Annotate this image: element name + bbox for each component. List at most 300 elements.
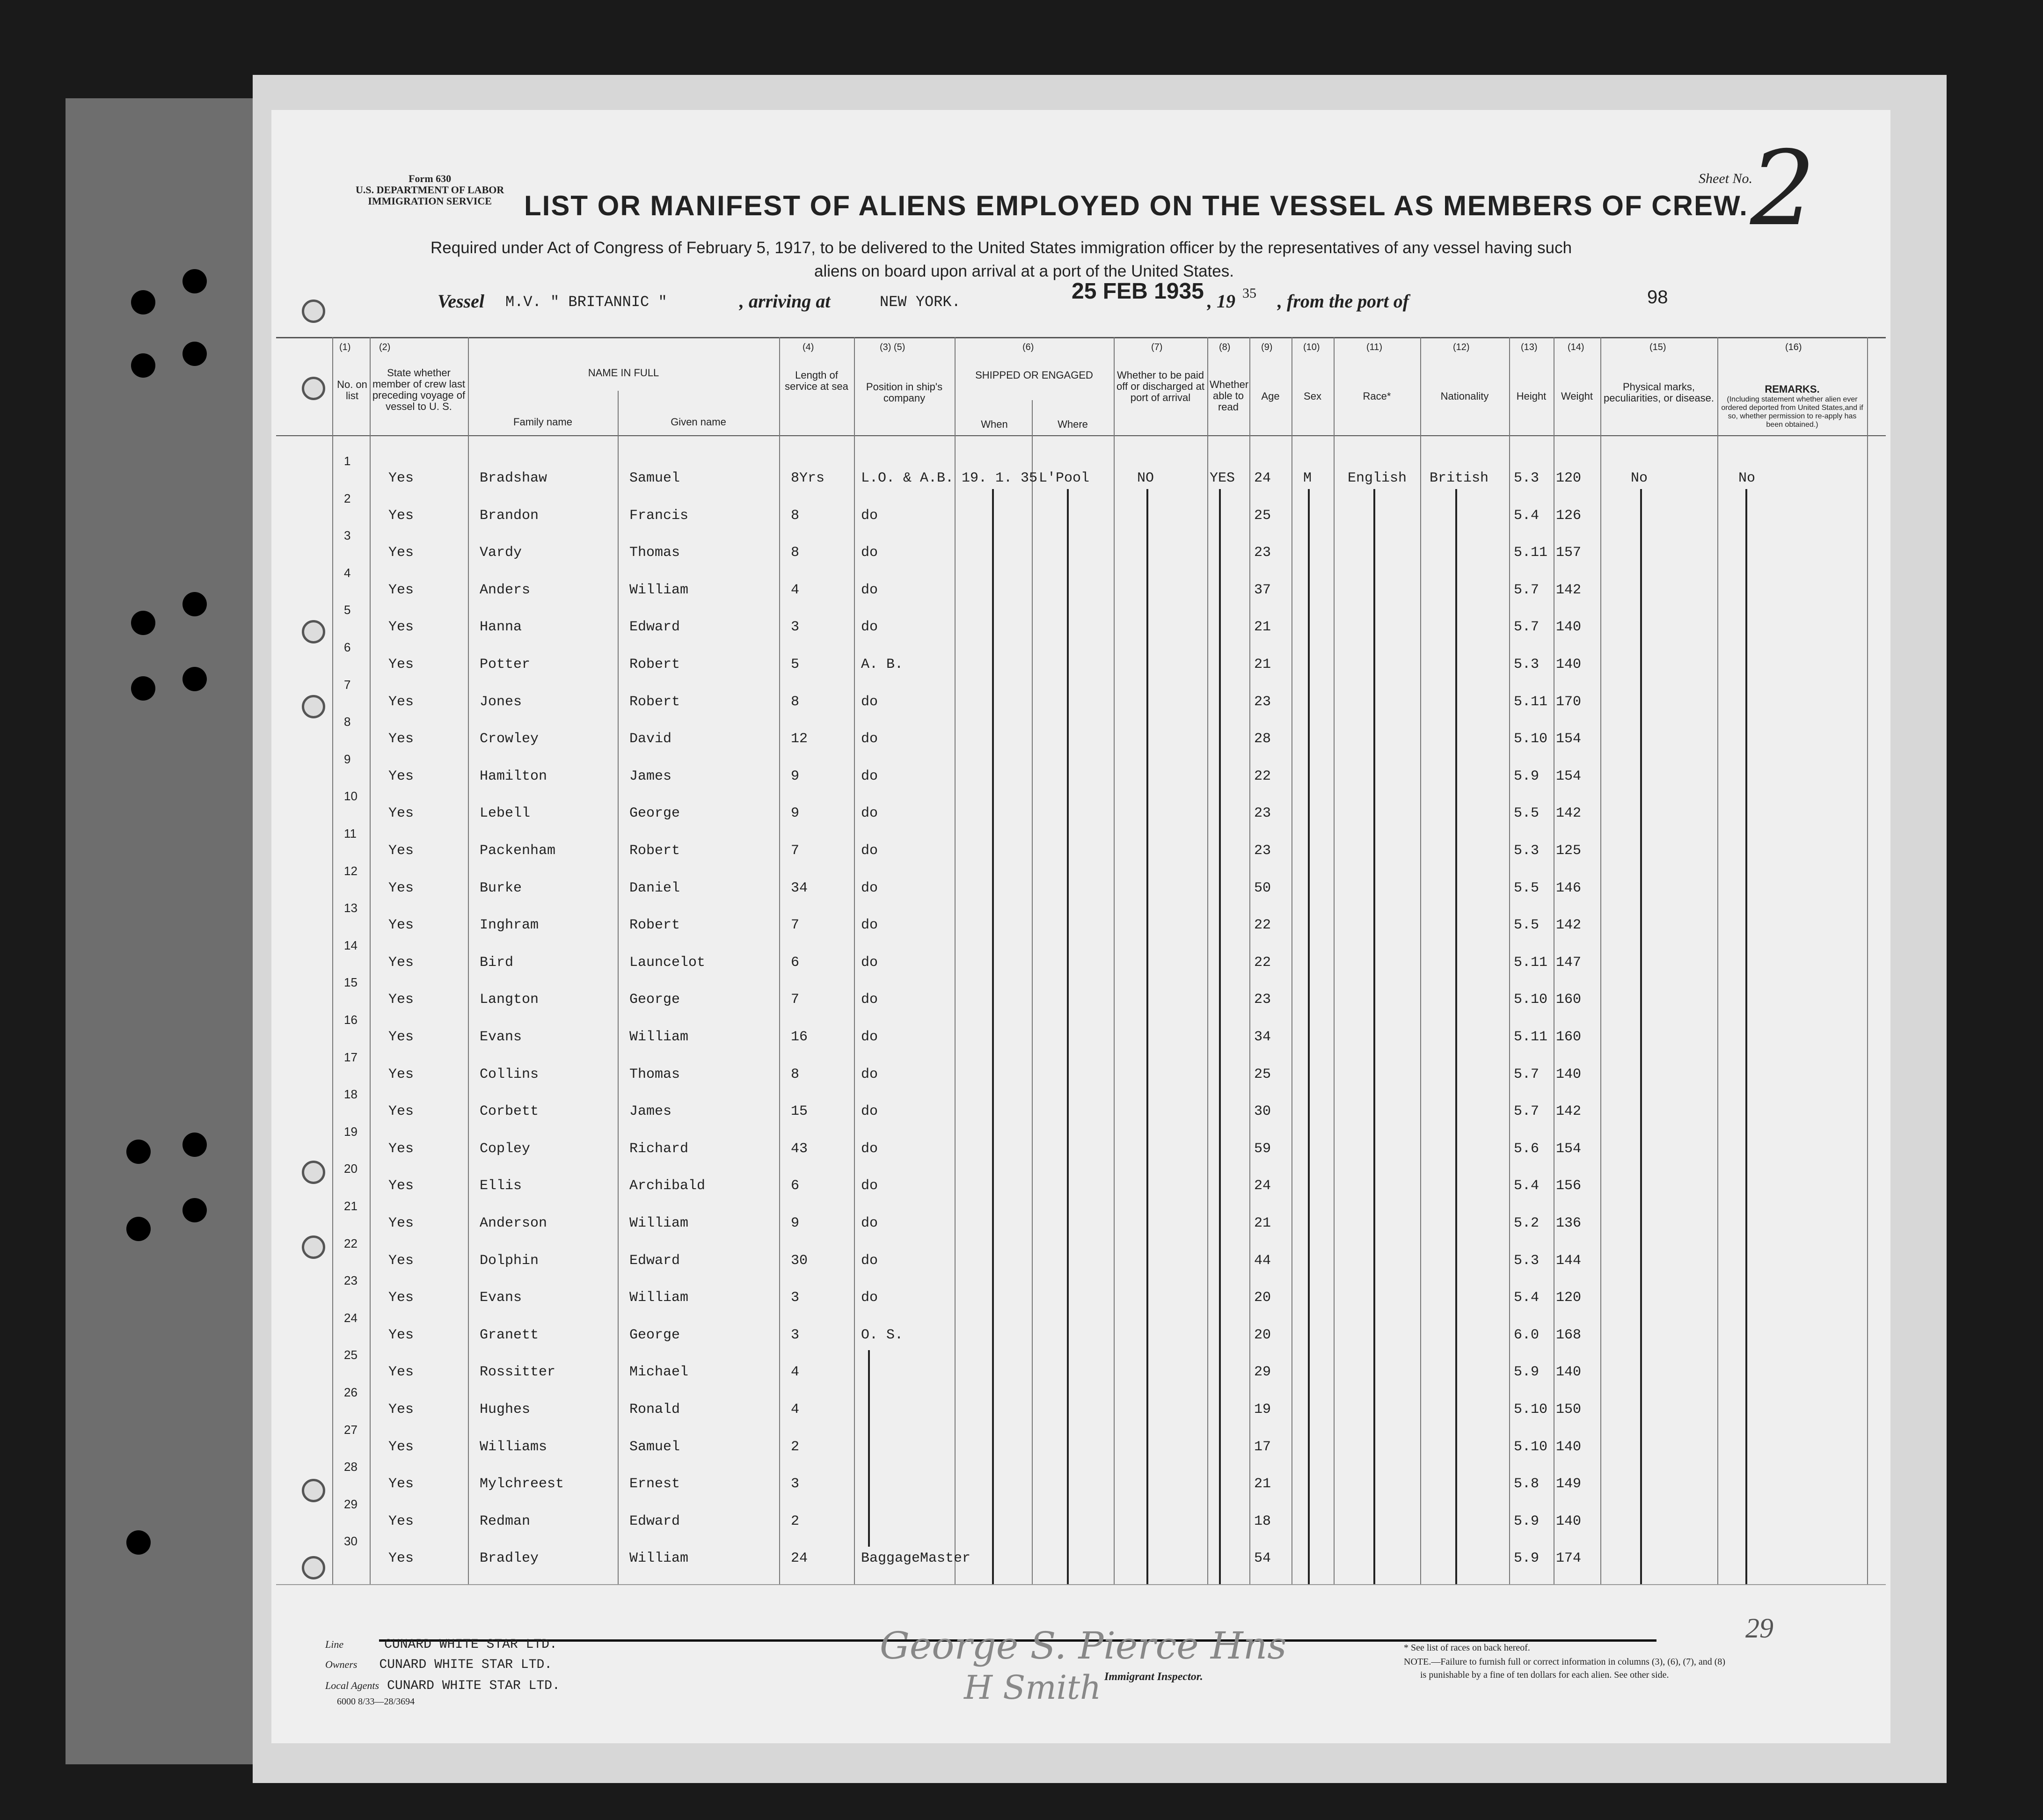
- given-name: Samuel: [629, 470, 680, 486]
- position: do: [861, 843, 878, 859]
- column-number: (7): [1151, 342, 1163, 352]
- service-name: IMMIGRATION SERVICE: [368, 195, 492, 207]
- ditto-line: [1745, 489, 1747, 1584]
- given-name: Ronald: [629, 1402, 680, 1418]
- from-port-value: 98: [1647, 287, 1668, 307]
- age: 23: [1254, 545, 1271, 561]
- weight: 142: [1556, 1104, 1582, 1120]
- height: 5.11: [1514, 545, 1548, 561]
- arrival-port: NEW YORK.: [880, 293, 961, 311]
- given-name: Robert: [629, 843, 680, 859]
- member-status: Yes: [388, 1550, 414, 1567]
- age: 59: [1254, 1140, 1271, 1157]
- height: 5.8: [1514, 1476, 1540, 1492]
- ditto-line: [1455, 489, 1457, 1584]
- column-number: (12): [1453, 342, 1470, 352]
- from-port-label: , from the port of: [1277, 291, 1409, 312]
- age: 21: [1254, 1476, 1271, 1492]
- height: 5.6: [1514, 1140, 1540, 1157]
- position: do: [861, 507, 878, 524]
- weight: 146: [1556, 880, 1582, 896]
- row-number: 19: [344, 1124, 358, 1139]
- row-number: 25: [344, 1348, 358, 1362]
- height: 5.5: [1514, 805, 1540, 822]
- given-name: Launcelot: [629, 954, 706, 971]
- family-name: Ellis: [480, 1178, 522, 1194]
- position: O. S.: [861, 1327, 904, 1343]
- length-of-service: 5: [791, 657, 800, 672]
- length-of-service: 15: [791, 1104, 808, 1120]
- date-stamp: 25 FEB 1935: [1072, 279, 1204, 304]
- header-height: Height: [1516, 390, 1547, 402]
- column-number: (14): [1568, 342, 1584, 352]
- header-race: Race*: [1363, 390, 1391, 402]
- row-number: 29: [344, 1497, 358, 1511]
- length-of-service: 34: [791, 880, 808, 896]
- length-of-service: 24: [791, 1550, 808, 1567]
- given-name: Michael: [629, 1364, 689, 1381]
- position: do: [861, 731, 878, 747]
- column-number: (15): [1649, 342, 1666, 352]
- age: 30: [1254, 1104, 1271, 1120]
- weight: 140: [1556, 1066, 1582, 1082]
- given-name: William: [629, 1029, 689, 1045]
- member-status: Yes: [388, 619, 414, 636]
- member-status: Yes: [388, 1029, 414, 1045]
- row-number: 14: [344, 938, 358, 952]
- line-field: [325, 1637, 557, 1652]
- member-status: Yes: [388, 954, 414, 971]
- column-divider: [332, 337, 333, 1584]
- family-name: Bird: [480, 954, 514, 971]
- age: 29: [1254, 1364, 1271, 1381]
- family-name: Hanna: [480, 619, 522, 636]
- length-of-service: 30: [791, 1252, 808, 1269]
- header-paid-off: Whether to be paid off or discharged at port of arrival: [1116, 369, 1204, 403]
- family-name: Burke: [480, 880, 522, 896]
- punch-ring: [302, 300, 325, 323]
- binder-hole: [182, 269, 207, 293]
- member-status: Yes: [388, 1104, 414, 1120]
- height: 5.4: [1514, 1178, 1540, 1194]
- family-name: Bradley: [480, 1550, 539, 1567]
- position: L.O. & A.B.: [861, 470, 954, 486]
- position: A. B.: [861, 657, 904, 672]
- weight: 126: [1556, 507, 1582, 524]
- binder-hole: [126, 1217, 151, 1241]
- row-number: 21: [344, 1199, 358, 1213]
- age: 54: [1254, 1550, 1271, 1567]
- second-signature: H Smith: [964, 1668, 1102, 1707]
- weight: 140: [1556, 1439, 1582, 1455]
- length-of-service: 2: [791, 1513, 800, 1529]
- age: 25: [1254, 1066, 1271, 1082]
- column-number: (4): [803, 342, 814, 352]
- member-status: Yes: [388, 1215, 414, 1231]
- height: 5.7: [1514, 582, 1540, 598]
- member-status: Yes: [388, 1402, 414, 1418]
- height: 5.3: [1514, 843, 1540, 859]
- penalty-note-line2: is punishable by a fine of ten dollars for each alien. See other side.: [1420, 1670, 1669, 1680]
- family-name: Williams: [480, 1439, 547, 1455]
- row-number: 12: [344, 863, 358, 878]
- header-nationality: Nationality: [1440, 390, 1489, 402]
- table-top-border: [276, 337, 1886, 338]
- given-name: Ernest: [629, 1476, 680, 1492]
- length-of-service: 16: [791, 1029, 808, 1045]
- height: 5.4: [1514, 507, 1540, 524]
- weight: 136: [1556, 1215, 1582, 1231]
- weight: 150: [1556, 1402, 1582, 1418]
- length-of-service: 7: [791, 917, 800, 934]
- header-family-name: Family name: [513, 416, 572, 428]
- ditto-line: [1067, 489, 1069, 1584]
- binder-hole: [182, 667, 207, 691]
- row-number: 26: [344, 1385, 358, 1399]
- weight: 140: [1556, 1513, 1582, 1529]
- row-number: 13: [344, 901, 358, 915]
- length-of-service: 3: [791, 1327, 800, 1343]
- age: 23: [1254, 694, 1271, 710]
- row-number: 20: [344, 1162, 358, 1176]
- given-name: George: [629, 992, 680, 1008]
- position: do: [861, 805, 878, 822]
- header-where: Where: [1058, 418, 1088, 430]
- column-number: (1): [339, 342, 351, 352]
- position: do: [861, 1104, 878, 1120]
- ditto-line: [1219, 489, 1221, 1584]
- member-status: Yes: [388, 992, 414, 1008]
- age: 22: [1254, 917, 1271, 934]
- member-status: Yes: [388, 694, 414, 710]
- handwritten-count: 29: [1745, 1613, 1773, 1644]
- ditto-line: [1308, 489, 1310, 1584]
- length-of-service: 8: [791, 507, 800, 524]
- header-physical-marks: Physical marks, peculiarities, or disease.: [1603, 381, 1714, 404]
- weight: 170: [1556, 694, 1582, 710]
- row-number: 22: [344, 1236, 358, 1250]
- header-given-name: Given name: [671, 416, 726, 428]
- age: 23: [1254, 992, 1271, 1008]
- height: 5.4: [1514, 1290, 1540, 1306]
- row-number: 3: [344, 528, 351, 543]
- weight: 140: [1556, 657, 1582, 672]
- height: 5.11: [1514, 1029, 1548, 1045]
- position: do: [861, 694, 878, 710]
- height: 5.10: [1514, 1402, 1548, 1418]
- header-name-in-full: NAME IN FULL: [588, 367, 659, 379]
- height: 5.7: [1514, 619, 1540, 636]
- row-number: 11: [344, 826, 357, 841]
- given-name: Thomas: [629, 1066, 680, 1082]
- height: 5.9: [1514, 768, 1540, 784]
- weight: 154: [1556, 1140, 1582, 1157]
- age: 21: [1254, 619, 1271, 636]
- print-code: 6000 8/33—28/3694: [337, 1696, 415, 1707]
- family-name: Vardy: [480, 545, 522, 561]
- column-number: (8): [1219, 342, 1231, 352]
- age: 24: [1254, 1178, 1271, 1194]
- height: 6.0: [1514, 1327, 1540, 1343]
- inspector-signature: George S. Pierce Hns: [880, 1624, 1287, 1667]
- physical-marks-value: No: [1631, 470, 1648, 486]
- member-status: Yes: [388, 545, 414, 561]
- family-name: Anderson: [480, 1215, 547, 1231]
- weight: 140: [1556, 619, 1582, 636]
- family-name: Brandon: [480, 507, 539, 524]
- column-number: (2): [379, 342, 391, 352]
- height: 5.7: [1514, 1066, 1540, 1082]
- inspector-label: Immigrant Inspector.: [1104, 1671, 1203, 1683]
- age: 21: [1254, 657, 1271, 672]
- member-status: Yes: [388, 470, 414, 486]
- header-when: When: [981, 418, 1008, 430]
- able-to-read-value: YES: [1210, 470, 1235, 486]
- position: do: [861, 954, 878, 971]
- line-label: Line: [325, 1638, 344, 1650]
- given-name: William: [629, 1550, 689, 1567]
- given-name: David: [629, 731, 672, 747]
- age: 23: [1254, 805, 1271, 822]
- position: do: [861, 880, 878, 896]
- member-status: Yes: [388, 805, 414, 822]
- age: 24: [1254, 470, 1271, 486]
- line-value: CUNARD WHITE STAR LTD.: [384, 1637, 557, 1652]
- vessel-label: Vessel: [438, 291, 484, 312]
- binder-hole: [182, 1198, 207, 1222]
- column-divider: [468, 337, 469, 1584]
- binder-hole: [182, 342, 207, 366]
- length-of-service: 12: [791, 731, 808, 747]
- column-number: (10): [1303, 342, 1320, 352]
- length-of-service: 4: [791, 1402, 800, 1418]
- member-status: Yes: [388, 1066, 414, 1082]
- shipped-where: L'Pool: [1039, 470, 1090, 486]
- binder-hole: [182, 592, 207, 616]
- paid-off-value: NO: [1137, 470, 1154, 486]
- column-number: (13): [1521, 342, 1538, 352]
- member-status: Yes: [388, 1252, 414, 1269]
- punch-ring: [302, 1479, 325, 1502]
- height: 5.2: [1514, 1215, 1540, 1231]
- column-divider: [854, 337, 855, 1584]
- year-label: , 19: [1207, 291, 1235, 312]
- position: do: [861, 619, 878, 636]
- sheet-label: Sheet No.: [1699, 171, 1752, 186]
- year-value: 35: [1242, 285, 1256, 301]
- family-name: Langton: [480, 992, 539, 1008]
- shipped-when: 19. 1. 35: [962, 470, 1038, 486]
- given-name: Archibald: [629, 1178, 706, 1194]
- sheet-number: 2: [1750, 129, 1816, 249]
- given-name: James: [629, 1104, 672, 1120]
- weight: 142: [1556, 917, 1582, 934]
- form-identifier: [356, 173, 504, 207]
- height: 5.3: [1514, 657, 1540, 672]
- column-divider: [1032, 400, 1033, 1584]
- member-status: Yes: [388, 1178, 414, 1194]
- row-number: 1: [344, 454, 351, 468]
- column-divider: [779, 337, 780, 1584]
- given-name: William: [629, 1215, 689, 1231]
- nationality-value: British: [1430, 470, 1489, 486]
- column-number: (3): [880, 342, 891, 352]
- remarks-value: No: [1738, 470, 1756, 486]
- given-name: Robert: [629, 694, 680, 710]
- document-subtitle-line2: aliens on board upon arrival at a port of the United States.: [814, 262, 1234, 280]
- row-number: 17: [344, 1050, 358, 1064]
- length-of-service: 3: [791, 619, 800, 636]
- row-number: 23: [344, 1273, 358, 1288]
- member-status: Yes: [388, 507, 414, 524]
- ditto-line: [992, 489, 994, 1584]
- department-name: U.S. DEPARTMENT OF LABOR: [356, 184, 504, 196]
- age: 22: [1254, 954, 1271, 971]
- height: 5.9: [1514, 1550, 1540, 1567]
- member-status: Yes: [388, 1327, 414, 1343]
- column-divider: [1600, 337, 1601, 1584]
- member-status: Yes: [388, 1290, 414, 1306]
- age: 50: [1254, 880, 1271, 896]
- given-name: James: [629, 768, 672, 784]
- length-of-service: 8: [791, 545, 800, 561]
- punch-ring: [302, 377, 325, 400]
- row-number: 27: [344, 1422, 358, 1437]
- binder-hole: [182, 1133, 207, 1157]
- header-shipped: SHIPPED OR ENGAGED: [975, 369, 1093, 381]
- member-status: Yes: [388, 917, 414, 934]
- weight: 154: [1556, 731, 1582, 747]
- column-divider: [1420, 337, 1421, 1584]
- given-name: Robert: [629, 917, 680, 934]
- column-divider: [1207, 337, 1208, 1584]
- binder-hole: [126, 1140, 151, 1164]
- weight: 142: [1556, 805, 1582, 822]
- member-status: Yes: [388, 731, 414, 747]
- length-of-service: 8Yrs: [791, 470, 825, 486]
- given-name: George: [629, 805, 680, 822]
- column-divider: [1509, 337, 1510, 1584]
- owners-field: [325, 1657, 552, 1672]
- length-of-service: 9: [791, 805, 800, 822]
- age: 17: [1254, 1439, 1271, 1455]
- family-name: Evans: [480, 1290, 522, 1306]
- given-name: William: [629, 1290, 689, 1306]
- given-name: Francis: [629, 507, 689, 524]
- weight: 120: [1556, 1290, 1582, 1306]
- length-of-service: 6: [791, 1178, 800, 1194]
- column-number: (9): [1261, 342, 1273, 352]
- weight: 160: [1556, 992, 1582, 1008]
- height: 5.10: [1514, 1439, 1548, 1455]
- family-name: Dolphin: [480, 1252, 539, 1269]
- length-of-service: 9: [791, 1215, 800, 1231]
- penalty-note-line1: NOTE.—Failure to furnish full or correct information in columns (3), (6), (7), and (8): [1404, 1657, 1726, 1667]
- column-divider: [1291, 337, 1292, 1584]
- document-title: LIST OR MANIFEST OF ALIENS EMPLOYED ON THE VESSEL AS MEMBERS OF CREW.: [524, 190, 1748, 221]
- height: 5.9: [1514, 1364, 1540, 1381]
- length-of-service: 7: [791, 992, 800, 1008]
- family-name: Corbett: [480, 1104, 539, 1120]
- height: 5.11: [1514, 694, 1548, 710]
- column-number: (6): [1022, 342, 1034, 352]
- height: 5.7: [1514, 1104, 1540, 1120]
- punch-ring: [302, 1556, 325, 1579]
- binder-hole: [131, 290, 155, 314]
- position: do: [861, 582, 878, 598]
- family-name: Anders: [480, 582, 531, 598]
- family-name: Bradshaw: [480, 470, 547, 486]
- binder-hole: [126, 1530, 151, 1555]
- ditto-line: [1146, 489, 1148, 1584]
- arriving-label: , arriving at: [739, 291, 831, 312]
- column-divider: [618, 391, 619, 1584]
- column-number: (5): [894, 342, 905, 352]
- position: do: [861, 1178, 878, 1194]
- weight: 125: [1556, 843, 1582, 859]
- age: 34: [1254, 1029, 1271, 1045]
- sex-value: M: [1303, 470, 1312, 486]
- given-name: Robert: [629, 657, 680, 672]
- family-name: Jones: [480, 694, 522, 710]
- weight: 154: [1556, 768, 1582, 784]
- owners-value: CUNARD WHITE STAR LTD.: [379, 1658, 553, 1672]
- length-of-service: 3: [791, 1476, 800, 1492]
- position: do: [861, 1290, 878, 1306]
- length-of-service: 43: [791, 1140, 808, 1157]
- header-age: Age: [1261, 390, 1280, 402]
- header-weight: Weight: [1561, 390, 1593, 402]
- row-number: 24: [344, 1310, 358, 1325]
- header-remarks: REMARKS.: [1765, 383, 1820, 395]
- length-of-service: 2: [791, 1439, 800, 1455]
- family-name: Mylchreest: [480, 1476, 564, 1492]
- given-name: Richard: [629, 1140, 689, 1157]
- member-status: Yes: [388, 657, 414, 672]
- length-of-service: 9: [791, 768, 800, 784]
- family-name: Hughes: [480, 1402, 531, 1418]
- weight: 156: [1556, 1178, 1582, 1194]
- row-number: 9: [344, 752, 351, 766]
- given-name: Thomas: [629, 545, 680, 561]
- family-name: Lebell: [480, 805, 531, 822]
- position: do: [861, 545, 878, 561]
- race-value: English: [1348, 470, 1407, 486]
- age: 44: [1254, 1252, 1271, 1269]
- column-divider: [955, 337, 956, 1584]
- binder-hole: [131, 676, 155, 701]
- row-number: 15: [344, 975, 358, 990]
- position: do: [861, 1066, 878, 1082]
- member-status: Yes: [388, 1439, 414, 1455]
- member-status: Yes: [388, 1140, 414, 1157]
- family-name: Copley: [480, 1140, 531, 1157]
- length-of-service: 6: [791, 954, 800, 971]
- length-of-service: 8: [791, 694, 800, 710]
- row-number: 7: [344, 677, 351, 692]
- row-number: 5: [344, 603, 351, 617]
- punch-ring: [302, 620, 325, 643]
- column-number: (16): [1785, 342, 1802, 352]
- agents-field: [325, 1678, 560, 1693]
- length-of-service: 4: [791, 1364, 800, 1381]
- row-number: 4: [344, 565, 351, 580]
- column-divider: [370, 337, 371, 1584]
- length-of-service: 4: [791, 582, 800, 598]
- position: do: [861, 1215, 878, 1231]
- document-subtitle-line1: Required under Act of Congress of February 5, 1917, to be delivered to the United States immigration officer by the representatives of any vessel having such: [430, 239, 1572, 257]
- punch-ring: [302, 695, 325, 718]
